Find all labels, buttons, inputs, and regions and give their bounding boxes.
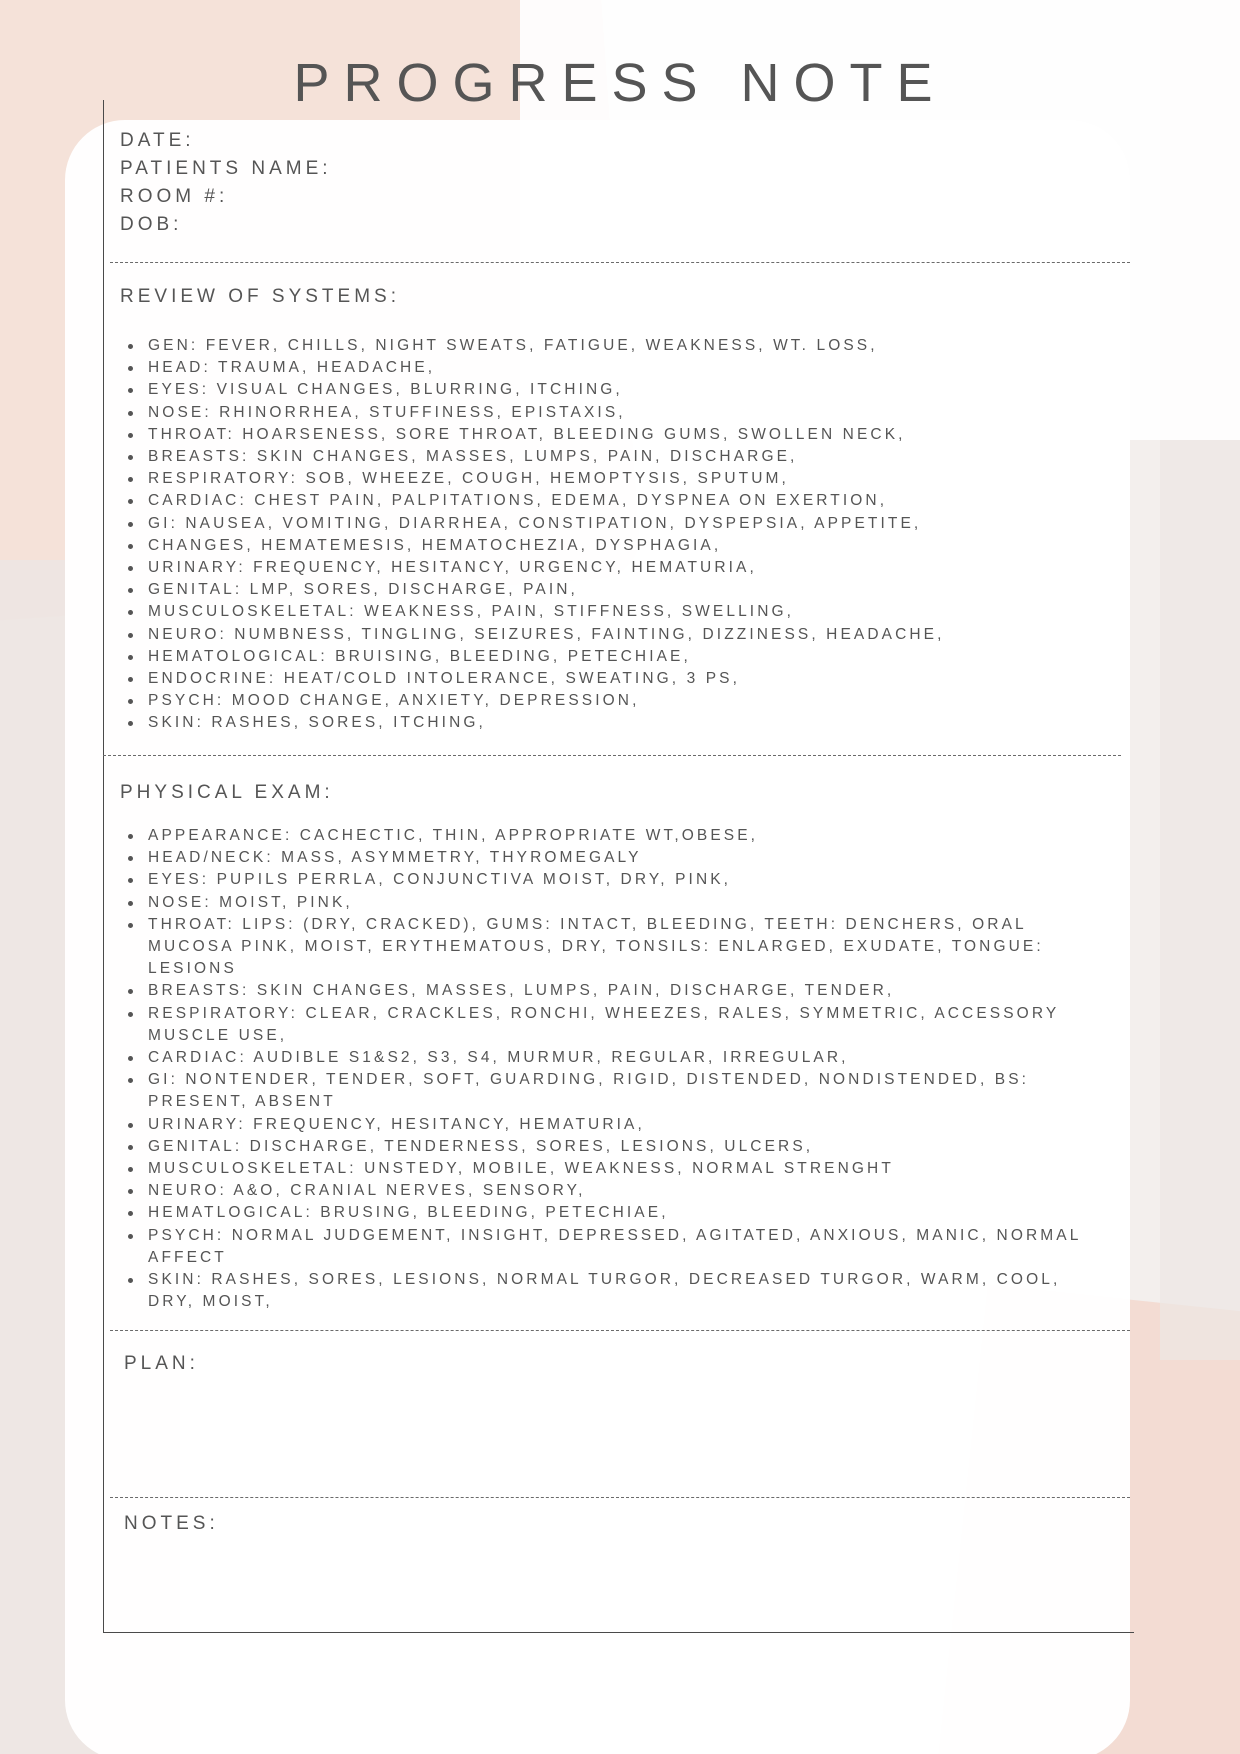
list-item: EYES: PUPILS PERRLA, CONJUNCTIVA MOIST, DRY, PINK, [148, 869, 1158, 891]
list-item: URINARY: FREQUENCY, HESITANCY, HEMATURIA, [148, 1114, 1158, 1136]
list-item: CHANGES, HEMATEMESIS, HEMATOCHEZIA, DYSPHAGIA, [148, 535, 1158, 557]
list-item: BREASTS: SKIN CHANGES, MASSES, LUMPS, PAIN, DISCHARGE, [148, 446, 1158, 468]
review-of-systems-heading: REVIEW OF SYSTEMS: [120, 286, 400, 307]
section-divider [103, 755, 1121, 756]
dob-field[interactable]: DOB: [120, 214, 183, 235]
review-of-systems-list [118, 335, 1158, 735]
list-item: THROAT: HOARSENESS, SORE THROAT, BLEEDING GUMS, SWOLLEN NECK, [148, 424, 1158, 446]
list-item: NOSE: RHINORRHEA, STUFFINESS, EPISTAXIS, [148, 402, 1158, 424]
list-item: SKIN: RASHES, SORES, LESIONS, NORMAL TURGOR, DECREASED TURGOR, WARM, COOL, DRY, MOIST, [148, 1269, 1158, 1313]
notes-area[interactable] [120, 1545, 1120, 1625]
notes-heading: NOTES: [124, 1513, 219, 1534]
list-item: MUSCULOSKELETAL: UNSTEDY, MOBILE, WEAKNESS, NORMAL STRENGHT [148, 1158, 1158, 1180]
patient-name-field[interactable]: PATIENTS NAME: [120, 158, 332, 179]
physical-exam-heading: PHYSICAL EXAM: [120, 782, 334, 803]
list-item: HEMATLOGICAL: BRUSING, BLEEDING, PETECHIAE, [148, 1202, 1158, 1224]
list-item: NEURO: NUMBNESS, TINGLING, SEIZURES, FAINTING, DIZZINESS, HEADACHE, [148, 624, 1158, 646]
list-item: GEN: FEVER, CHILLS, NIGHT SWEATS, FATIGUE, WEAKNESS, WT. LOSS, [148, 335, 1158, 357]
list-item: NEURO: A&O, CRANIAL NERVES, SENSORY, [148, 1180, 1158, 1202]
list-item: GENITAL: DISCHARGE, TENDERNESS, SORES, LESIONS, ULCERS, [148, 1136, 1158, 1158]
physical-exam-list [118, 825, 1158, 1313]
list-item: SKIN: RASHES, SORES, ITCHING, [148, 712, 1158, 734]
list-item: URINARY: FREQUENCY, HESITANCY, URGENCY, HEMATURIA, [148, 557, 1158, 579]
list-item: GI: NONTENDER, TENDER, SOFT, GUARDING, RIGID, DISTENDED, NONDISTENDED, BS: PRESENT, ABSENT [148, 1069, 1158, 1113]
list-item: THROAT: LIPS: (DRY, CRACKED), GUMS: INTACT, BLEEDING, TEETH: DENCHERS, ORAL MUCOSA PINK, MOIST, ERYTHEMATOUS, DRY, TONSILS: ENLARGED, EXUDATE, TONGUE: LESIONS [148, 914, 1158, 981]
list-item: PSYCH: NORMAL JUDGEMENT, INSIGHT, DEPRESSED, AGITATED, ANXIOUS, MANIC, NORMAL AFFECT [148, 1225, 1158, 1269]
list-item: HEAD/NECK: MASS, ASYMMETRY, THYROMEGALY [148, 847, 1158, 869]
patient-fields [120, 127, 332, 239]
plan-area[interactable] [120, 1385, 1120, 1490]
list-item: RESPIRATORY: SOB, WHEEZE, COUGH, HEMOPTYSIS, SPUTUM, [148, 468, 1158, 490]
plan-heading: PLAN: [124, 1353, 199, 1374]
section-divider [110, 1330, 1130, 1331]
list-item: NOSE: MOIST, PINK, [148, 892, 1158, 914]
list-item: CARDIAC: AUDIBLE S1&S2, S3, S4, MURMUR, REGULAR, IRREGULAR, [148, 1047, 1158, 1069]
list-item: MUSCULOSKELETAL: WEAKNESS, PAIN, STIFFNESS, SWELLING, [148, 601, 1158, 623]
list-item: HEAD: TRAUMA, HEADACHE, [148, 357, 1158, 379]
list-item: GENITAL: LMP, SORES, DISCHARGE, PAIN, [148, 579, 1158, 601]
list-item: HEMATOLOGICAL: BRUISING, BLEEDING, PETECHIAE, [148, 646, 1158, 668]
page-title: PROGRESS NOTE [293, 53, 947, 113]
list-item: CARDIAC: CHEST PAIN, PALPITATIONS, EDEMA, DYSPNEA ON EXERTION, [148, 490, 1158, 512]
list-item: ENDOCRINE: HEAT/COLD INTOLERANCE, SWEATING, 3 PS, [148, 668, 1158, 690]
section-divider [110, 1497, 1130, 1498]
list-item: RESPIRATORY: CLEAR, CRACKLES, RONCHI, WHEEZES, RALES, SYMMETRIC, ACCESSORY MUSCLE USE, [148, 1003, 1158, 1047]
list-item: EYES: VISUAL CHANGES, BLURRING, ITCHING, [148, 379, 1158, 401]
room-field[interactable]: ROOM #: [120, 186, 229, 207]
list-item: PSYCH: MOOD CHANGE, ANXIETY, DEPRESSION, [148, 690, 1158, 712]
list-item: BREASTS: SKIN CHANGES, MASSES, LUMPS, PAIN, DISCHARGE, TENDER, [148, 980, 1158, 1002]
list-item: GI: NAUSEA, VOMITING, DIARRHEA, CONSTIPATION, DYSPEPSIA, APPETITE, [148, 513, 1158, 535]
list-item: APPEARANCE: CACHECTIC, THIN, APPROPRIATE WT,OBESE, [148, 825, 1158, 847]
section-divider [110, 262, 1130, 263]
date-field[interactable]: DATE: [120, 130, 195, 151]
